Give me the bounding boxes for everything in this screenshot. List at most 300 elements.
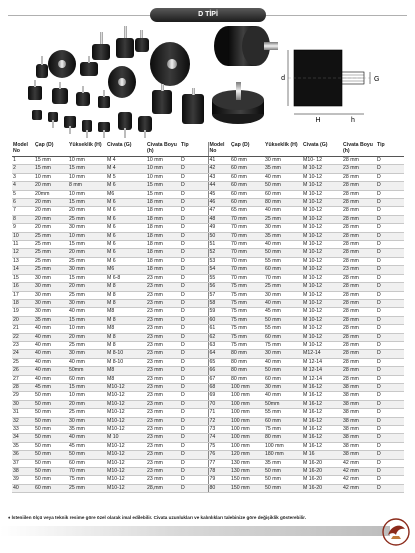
cell-cap: 70 mm (230, 241, 264, 249)
cell-civata-boyu: 38 mm (342, 383, 376, 391)
cell-tip: D (376, 434, 404, 442)
cell-civata-boyu: 38 mm (342, 409, 376, 417)
cell-model: 55 (208, 274, 230, 282)
cell-model: 77 (208, 459, 230, 467)
cell-model: 80 (208, 484, 230, 492)
cell-model: 2 (12, 165, 34, 173)
bottom-decor-bar (0, 526, 390, 536)
cell-tip: D (376, 165, 404, 173)
cell-civata: M12-14 (302, 350, 342, 358)
cell-tip: D (376, 199, 404, 207)
cell-civata: M 16-12 (302, 400, 342, 408)
cell-cap: 40 mm (34, 367, 68, 375)
cell-civata: M 6 (106, 241, 146, 249)
cell-cap: 75 mm (230, 341, 264, 349)
cell-model: 63 (208, 341, 230, 349)
table-row (12, 333, 404, 341)
cell-civata-boyu: 23 mm (146, 400, 180, 408)
cell-yukseklik: 40 mm (264, 173, 302, 181)
cell-tip: D (376, 232, 404, 240)
cell-tip: D (376, 316, 404, 324)
cell-civata-boyu: 28 mm (342, 190, 376, 198)
cell-model: 42 (208, 165, 230, 173)
cell-yukseklik: 15 mm (68, 383, 106, 391)
cell-civata-boyu: 10 mm (146, 165, 180, 173)
cell-civata: M 10-12 (302, 249, 342, 257)
table-row (12, 241, 404, 249)
cell-civata-boyu: 28 mm (342, 224, 376, 232)
cell-cap: 35 mm (34, 316, 68, 324)
cell-model: 39 (12, 476, 34, 484)
cell-civata: M10-12 (106, 442, 146, 450)
cell-tip: D (180, 173, 208, 181)
cell-yukseklik: 40 mm (264, 392, 302, 400)
cell-yukseklik: 75 mm (264, 426, 302, 434)
cell-civata: M 6 (106, 182, 146, 190)
cell-civata-boyu: 42 mm (342, 476, 376, 484)
cell-civata: M10-12 (106, 476, 146, 484)
cell-civata: M 16-12 (302, 392, 342, 400)
cell-model: 61 (208, 325, 230, 333)
cell-tip: D (376, 451, 404, 459)
cell-civata-boyu: 23 mm (146, 442, 180, 450)
cell-civata: M 10-12 (302, 173, 342, 181)
cell-model: 24 (12, 350, 34, 358)
cell-cap: 50 mm (34, 442, 68, 450)
cell-civata: M 10-12 (302, 241, 342, 249)
cell-civata: M10-12 (106, 409, 146, 417)
cell-model: 46 (208, 199, 230, 207)
table-row (12, 173, 404, 181)
cell-tip: D (180, 417, 208, 425)
cell-model: 18 (12, 299, 34, 307)
header-yukseklik: Yükseklik (H) (68, 142, 106, 157)
cell-civata-boyu: 23 mm (146, 459, 180, 467)
cell-tip: D (180, 299, 208, 307)
cell-model: 37 (12, 459, 34, 467)
cell-civata-boyu: 28 mm (342, 199, 376, 207)
cell-yukseklik: 25 mm (68, 341, 106, 349)
cell-yukseklik: 25 mm (68, 484, 106, 492)
cell-yukseklik: 20 mm (68, 207, 106, 215)
cell-tip: D (180, 308, 208, 316)
cell-model: 31 (12, 409, 34, 417)
cell-cap: 50 mm (34, 400, 68, 408)
cell-tip: D (376, 157, 404, 165)
cell-model: 50 (208, 232, 230, 240)
cell-civata: M 16-12 (302, 417, 342, 425)
cell-civata-boyu: 38 mm (342, 434, 376, 442)
cell-yukseklik: 45 mm (68, 442, 106, 450)
cell-tip: D (376, 274, 404, 282)
cell-tip: D (180, 392, 208, 400)
cell-cap: 20 mm (34, 182, 68, 190)
cell-tip: D (180, 426, 208, 434)
table-row (12, 266, 404, 274)
cell-cap: 15 mm (34, 165, 68, 173)
cell-tip: D (376, 383, 404, 391)
cell-model: 30 (12, 400, 34, 408)
cell-cap: 70 mm (230, 257, 264, 265)
cell-civata: M 8 (106, 283, 146, 291)
table-row (12, 375, 404, 383)
cell-model: 51 (208, 241, 230, 249)
cell-yukseklik: 25 mm (68, 257, 106, 265)
cell-cap: 70 mm (230, 232, 264, 240)
cell-cap: 30 mm (34, 308, 68, 316)
cell-model: 72 (208, 417, 230, 425)
spec-table (12, 142, 404, 493)
cell-cap: 60 mm (230, 157, 264, 165)
cell-tip: D (376, 375, 404, 383)
label-h-small: h (351, 117, 355, 124)
cell-tip: D (376, 308, 404, 316)
cell-cap: 40 mm (34, 350, 68, 358)
cell-civata: M10-12 (106, 468, 146, 476)
cell-civata: M 6 (106, 224, 146, 232)
cell-civata-boyu: 23 mm (146, 283, 180, 291)
cell-tip: D (376, 350, 404, 358)
header-tip: Tip (376, 142, 404, 157)
cell-civata: M 8 (106, 299, 146, 307)
cell-model: 19 (12, 308, 34, 316)
cell-yukseklik: 50mm (264, 400, 302, 408)
cell-model: 45 (208, 190, 230, 198)
cell-civata-boyu: 23 mm (146, 299, 180, 307)
cell-civata: M 16-12 (302, 383, 342, 391)
cell-cap: 80 mm (230, 350, 264, 358)
cell-tip: D (180, 367, 208, 375)
cell-cap: 70 mm (230, 215, 264, 223)
cell-tip: D (180, 383, 208, 391)
cell-civata-boyu: 28 mm (342, 350, 376, 358)
cell-cap: 20 mm (34, 207, 68, 215)
cell-model: 59 (208, 308, 230, 316)
cell-yukseklik: 15 mm (68, 316, 106, 324)
cell-model: 14 (12, 266, 34, 274)
cell-yukseklik: 30 mm (264, 224, 302, 232)
cell-model: 26 (12, 367, 34, 375)
cell-cap: 65 mm (230, 207, 264, 215)
cell-tip: D (180, 249, 208, 257)
cell-tip: D (180, 257, 208, 265)
cell-civata: M10-12 (106, 417, 146, 425)
cell-civata-boyu: 18 mm (146, 266, 180, 274)
table-row (12, 367, 404, 375)
cell-civata-boyu: 38 mm (342, 451, 376, 459)
cell-yukseklik: 30 mm (68, 224, 106, 232)
cell-yukseklik: 15 mm (68, 241, 106, 249)
cell-yukseklik: 10 mm (68, 325, 106, 333)
cell-cap: 120 mm (230, 451, 264, 459)
cell-yukseklik: 15 mm (68, 199, 106, 207)
cell-yukseklik: 30 mm (68, 417, 106, 425)
cell-yukseklik: 50 mm (264, 367, 302, 375)
cell-model: 58 (208, 299, 230, 307)
cell-tip: D (376, 266, 404, 274)
cell-civata-boyu: 28 mm (342, 241, 376, 249)
cell-model: 34 (12, 434, 34, 442)
cell-yukseklik: 70 mm (68, 468, 106, 476)
cell-model: 6 (12, 199, 34, 207)
cell-cap: 75 mm (230, 299, 264, 307)
cell-tip: D (180, 341, 208, 349)
cell-civata: M 10-12 (302, 299, 342, 307)
cell-model: 27 (12, 375, 34, 383)
table-row (12, 299, 404, 307)
cell-cap: 20 mm (34, 224, 68, 232)
table-row (12, 358, 404, 366)
cell-yukseklik: 30 mm (264, 291, 302, 299)
cell-yukseklik: 30 mm (68, 350, 106, 358)
cell-civata: M 10 (106, 434, 146, 442)
cell-civata: M 10-12 (302, 232, 342, 240)
cell-yukseklik: 55 mm (264, 409, 302, 417)
cell-yukseklik: 30 mm (68, 299, 106, 307)
cell-tip: D (180, 207, 208, 215)
product-photo (22, 24, 210, 142)
cell-civata: M 6 (106, 199, 146, 207)
cell-model: 79 (208, 476, 230, 484)
cell-cap: 40 mm (34, 375, 68, 383)
table-row (12, 468, 404, 476)
cell-civata-boyu: 23 mm (146, 468, 180, 476)
cell-cap: 30 mm (34, 299, 68, 307)
cell-model: 5 (12, 190, 34, 198)
cell-tip: D (180, 291, 208, 299)
cell-cap: 75 mm (230, 333, 264, 341)
cell-model: 32 (12, 417, 34, 425)
cell-civata: M6 (106, 190, 146, 198)
cell-tip: D (180, 190, 208, 198)
cell-tip: D (376, 392, 404, 400)
cell-model: 75 (208, 442, 230, 450)
cell-yukseklik: 20 mm (68, 249, 106, 257)
cell-civata: M 10-12 (302, 215, 342, 223)
cell-model: 76 (208, 451, 230, 459)
cell-civata-boyu: 18 mm (146, 199, 180, 207)
table-row (12, 442, 404, 450)
cell-model: 7 (12, 207, 34, 215)
cell-civata: M 8 (106, 333, 146, 341)
cell-civata-boyu: 23 mm (146, 325, 180, 333)
cell-tip: D (376, 190, 404, 198)
cell-model: 62 (208, 333, 230, 341)
cell-civata-boyu: 15 mm (146, 190, 180, 198)
cell-model: 68 (208, 383, 230, 391)
cell-civata: M10-12 (106, 383, 146, 391)
cell-civata-boyu: 28 mm (342, 274, 376, 282)
cell-civata-boyu: 28 mm (342, 341, 376, 349)
cell-civata-boyu: 28 mm (342, 157, 376, 165)
cell-civata: M6 (106, 266, 146, 274)
cell-cap: 30 mm (34, 274, 68, 282)
cell-tip: D (180, 442, 208, 450)
cell-tip: D (180, 199, 208, 207)
cell-civata: M 8 (106, 341, 146, 349)
cell-civata: M 10-12 (302, 257, 342, 265)
cell-civata-boyu: 23 mm (342, 165, 376, 173)
table-row (12, 392, 404, 400)
cell-civata-boyu: 28 mm (342, 375, 376, 383)
cell-model: 29 (12, 392, 34, 400)
cell-yukseklik: 15 mm (68, 274, 106, 282)
cell-civata: M 10-12 (302, 207, 342, 215)
cell-cap: 50 mm (34, 468, 68, 476)
cell-yukseklik: 35 mm (68, 426, 106, 434)
cell-yukseklik: 100 mm (264, 442, 302, 450)
cell-civata-boyu: 23 mm (146, 383, 180, 391)
cell-model: 17 (12, 291, 34, 299)
cell-civata-boyu: 38 mm (342, 426, 376, 434)
cell-civata-boyu: 23 mm (146, 417, 180, 425)
cell-civata-boyu: 23 mm (146, 367, 180, 375)
cell-civata-boyu: 18 mm (146, 232, 180, 240)
cell-tip: D (180, 409, 208, 417)
table-row (12, 476, 404, 484)
header-cap: Çap (D) (34, 142, 68, 157)
cell-cap: 60 mm (230, 199, 264, 207)
cell-tip: D (180, 350, 208, 358)
cell-tip: D (376, 207, 404, 215)
cell-civata-boyu: 38 mm (342, 417, 376, 425)
cell-yukseklik: 20 mm (68, 400, 106, 408)
table-row (12, 325, 404, 333)
table-row (12, 291, 404, 299)
cell-cap: 50 mm (34, 476, 68, 484)
cell-tip: D (376, 442, 404, 450)
cell-yukseklik: 60 mm (264, 266, 302, 274)
table-row (12, 350, 404, 358)
cell-civata-boyu: 28 mm (342, 215, 376, 223)
cell-yukseklik: 60 mm (264, 417, 302, 425)
cell-cap: 150 mm (230, 476, 264, 484)
cell-tip: D (180, 241, 208, 249)
cell-tip: D (180, 325, 208, 333)
cell-cap: 20mm (34, 190, 68, 198)
cell-civata-boyu: 28 mm (342, 257, 376, 265)
cell-model: 3 (12, 173, 34, 181)
cell-yukseklik: 8 mm (68, 182, 106, 190)
cell-civata-boyu: 23 mm (342, 266, 376, 274)
cell-civata-boyu: 38 mm (342, 400, 376, 408)
cell-cap: 30 mm (34, 291, 68, 299)
cell-model: 22 (12, 333, 34, 341)
cell-civata-boyu: 23 mm (146, 291, 180, 299)
cell-yukseklik: 50 mm (68, 451, 106, 459)
cell-model: 67 (208, 375, 230, 383)
cell-civata: M 10-12 (302, 165, 342, 173)
cell-civata-boyu: 28 mm (342, 173, 376, 181)
cell-model: 36 (12, 451, 34, 459)
cell-tip: D (376, 283, 404, 291)
cell-civata-boyu: 23 mm (146, 316, 180, 324)
cell-civata: M 10-12 (302, 308, 342, 316)
cell-model: 44 (208, 182, 230, 190)
cell-cap: 75 mm (230, 291, 264, 299)
cell-yukseklik: 35 mm (264, 232, 302, 240)
cell-cap: 45 mm (34, 383, 68, 391)
cell-cap: 150 mm (230, 484, 264, 492)
cell-civata: M 10-12 (302, 325, 342, 333)
header-yukseklik: Yükseklik (H) (264, 142, 302, 157)
cell-civata-boyu: 28 mm (342, 283, 376, 291)
cell-civata-boyu: 23 mm (146, 274, 180, 282)
cell-civata: M 16-12 (302, 434, 342, 442)
cell-civata: M 8-10 (106, 350, 146, 358)
cell-cap: 70 mm (230, 224, 264, 232)
table-row (12, 400, 404, 408)
cell-tip: D (180, 375, 208, 383)
cell-civata: M 10-12 (302, 190, 342, 198)
cell-yukseklik: 40 mm (68, 358, 106, 366)
cell-yukseklik: 60 mm (264, 333, 302, 341)
cell-cap: 40 mm (34, 333, 68, 341)
cell-civata-boyu: 42 mm (342, 484, 376, 492)
cell-civata-boyu: 28 mm (342, 232, 376, 240)
cell-cap: 20 mm (34, 215, 68, 223)
cell-tip: D (376, 224, 404, 232)
cell-model: 33 (12, 426, 34, 434)
cell-yukseklik: 60 mm (264, 190, 302, 198)
cell-yukseklik: 10 mm (68, 190, 106, 198)
cell-yukseklik: 35 mm (264, 459, 302, 467)
cell-civata-boyu: 28 mm (342, 182, 376, 190)
cell-civata-boyu: 18 mm (146, 257, 180, 265)
cell-model: 35 (12, 442, 34, 450)
cell-cap: 100 mm (230, 400, 264, 408)
cell-model: 65 (208, 358, 230, 366)
cell-civata-boyu: 18 mm (146, 241, 180, 249)
cell-model: 16 (12, 283, 34, 291)
cell-civata: M 10-12 (302, 199, 342, 207)
cell-tip: D (376, 173, 404, 181)
cell-model: 69 (208, 392, 230, 400)
cell-cap: 25 mm (34, 232, 68, 240)
cell-model: 4 (12, 182, 34, 190)
cell-tip: D (376, 341, 404, 349)
cell-civata: M 4 (106, 157, 146, 165)
header-model: Model No (208, 142, 230, 157)
header-civata-boyu: Civata Boyu (h) (342, 142, 376, 157)
cell-tip: D (376, 299, 404, 307)
cell-model: 53 (208, 257, 230, 265)
cell-tip: D (376, 333, 404, 341)
cell-yukseklik: 60 mm (68, 375, 106, 383)
cell-model: 56 (208, 283, 230, 291)
cell-yukseklik: 35 mm (264, 165, 302, 173)
cell-model: 38 (12, 468, 34, 476)
cell-cap: 70 mm (230, 266, 264, 274)
cell-tip: D (376, 358, 404, 366)
cell-model: 15 (12, 274, 34, 282)
cell-civata-boyu: 23 mm (146, 434, 180, 442)
cell-cap: 100 mm (230, 442, 264, 450)
cell-civata: M 12-14 (302, 367, 342, 375)
cell-civata: M 6 (106, 232, 146, 240)
cell-tip: D (180, 451, 208, 459)
footnote: ♦ İsteniilen ölçü veya teknik resime göre özel olarak imal edilebilir. Civata uzunlukları ve kalınlıkları talebinize göre değişiklik gösterebilir. (8, 515, 306, 520)
table-row (12, 417, 404, 425)
cell-civata-boyu: 28 mm (342, 308, 376, 316)
cell-yukseklik: 50 mm (264, 484, 302, 492)
cell-civata-boyu: 28,mm (146, 484, 180, 492)
cell-cap: 10 mm (34, 173, 68, 181)
cell-civata-boyu: 18 mm (146, 215, 180, 223)
cell-cap: 50 mm (34, 434, 68, 442)
cell-civata-boyu: 28 mm (342, 358, 376, 366)
cell-civata: M 16-12 (302, 409, 342, 417)
